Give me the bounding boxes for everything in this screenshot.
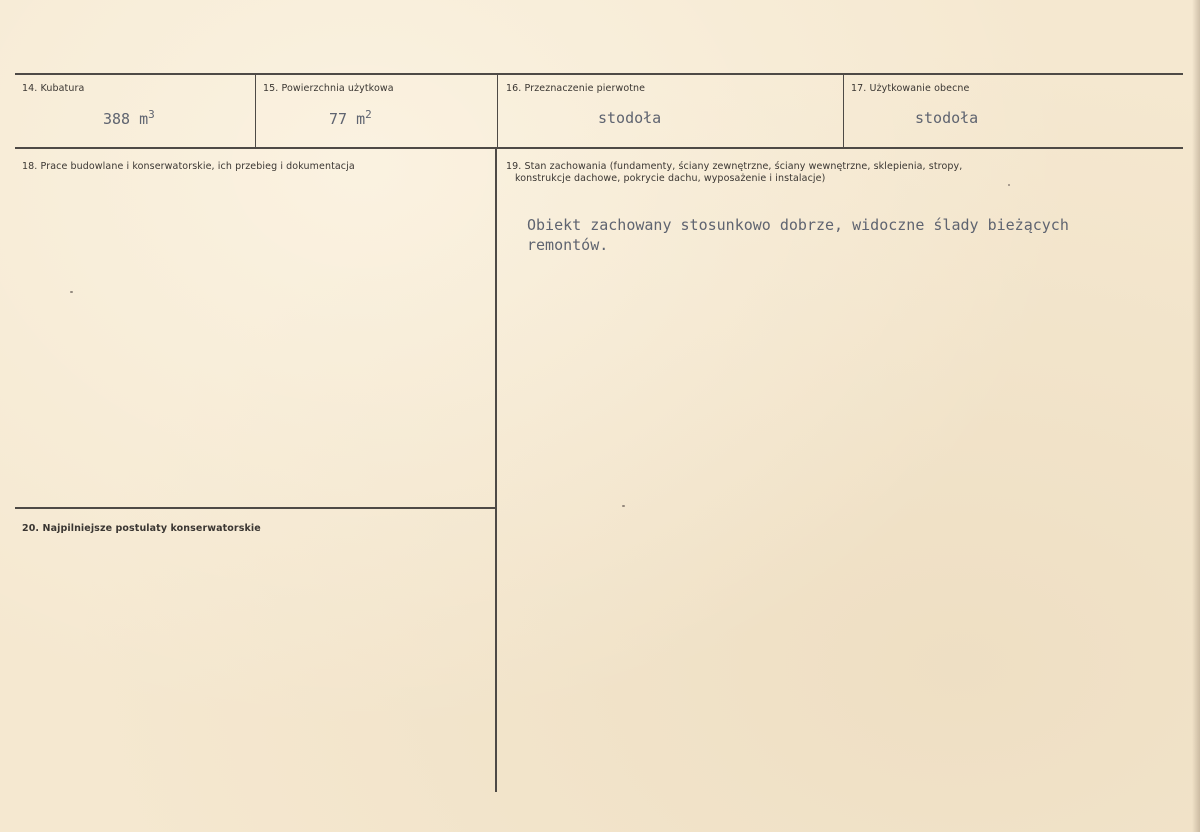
field-15-number: 77 [329,110,348,128]
field-15-unit-exponent: 2 [365,108,372,121]
divider-14-15 [255,74,256,148]
field-15-value [329,105,372,129]
field-17-label: 17. Użytkowanie obecne [851,83,970,94]
field-19-value-line2: remontów. [527,236,609,254]
field-19-value-line1: Obiekt zachowany stosunkowo dobrze, widoczne ślady bieżących [527,216,1069,234]
field-17-value: stodoła [915,109,979,127]
paper-speck [1008,184,1010,186]
field-15-label: 15. Powierzchnia użytkowa [263,83,394,94]
section-18-20-rule [15,507,495,509]
divider-16-17 [843,74,844,148]
row1-bottom-rule [15,147,1183,149]
field-14-label: 14. Kubatura [22,83,85,94]
field-16-value: stodoła [598,109,662,127]
top-rule [15,73,1183,75]
field-16-label: 16. Przeznaczenie pierwotne [506,83,646,94]
field-15-unit: m [356,110,366,128]
paper-edge-shadow [1192,0,1200,832]
divider-15-16 [497,74,498,148]
field-14-value [103,105,155,129]
paper-speck [622,505,625,507]
field-14-unit-exponent: 3 [148,108,155,121]
paper-speck [70,291,73,293]
field-14-number: 388 [103,110,131,128]
field-19-label-line2: konstrukcje dachowe, pokrycie dachu, wyposażenie i instalacje) [515,173,826,184]
main-vertical-divider [495,148,497,792]
field-19-label-line1: 19. Stan zachowania (fundamenty, ściany zewnętrzne, ściany wewnętrzne, sklepienia, stropy, [506,161,963,172]
field-20-label: 20. Najpilniejsze postulaty konserwatorskie [22,523,261,534]
field-18-label: 18. Prace budowlane i konserwatorskie, ich przebieg i dokumentacja [22,161,355,172]
field-14-unit: m [139,110,149,128]
